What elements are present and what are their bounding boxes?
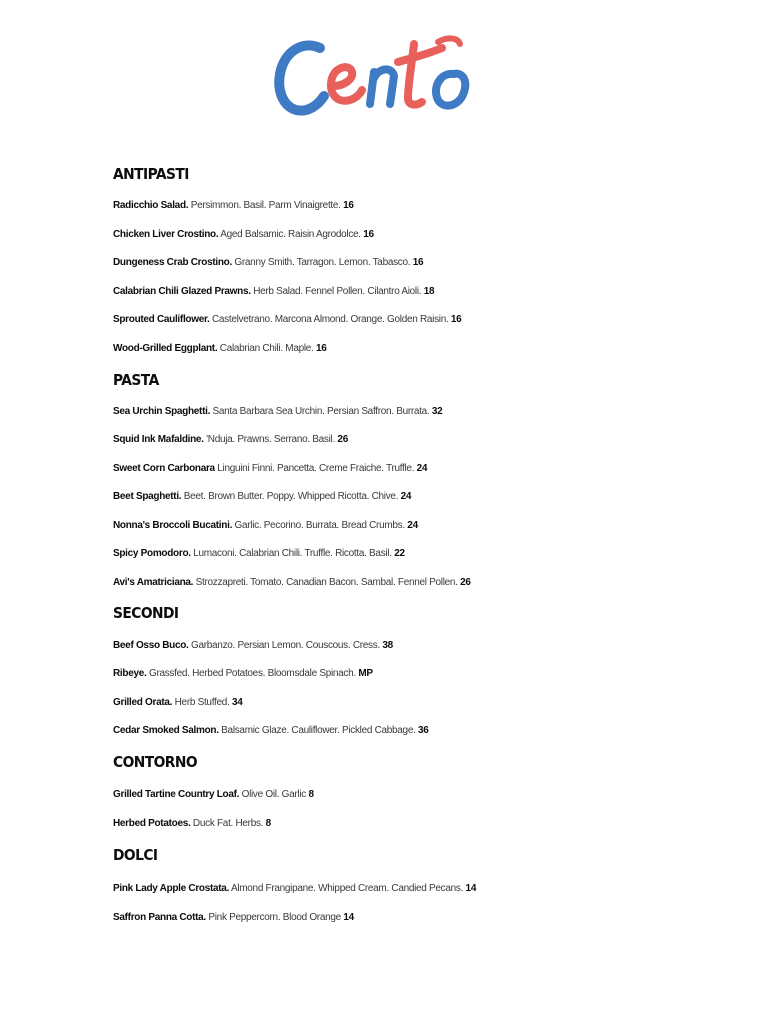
- item-price: 16: [340, 200, 354, 211]
- item-description: Linguini Finni. Pancetta. Creme Fraiche. Truffle.: [214, 463, 415, 474]
- item-price: 24: [414, 463, 428, 474]
- item-name: Squid Ink Mafaldine.: [113, 434, 204, 445]
- item-price: 36: [415, 725, 429, 736]
- item-price: 18: [421, 286, 435, 297]
- item-description: Lumaconi. Calabrian Chili. Truffle. Ricotta. Basil.: [190, 548, 392, 559]
- item-name: Spicy Pomodoro.: [113, 548, 191, 559]
- menu-item: [113, 491, 411, 503]
- item-price: 14: [340, 912, 354, 923]
- section-title-pasta: PASTA: [113, 371, 159, 389]
- section-title-antipasti: ANTIPASTI: [113, 165, 189, 183]
- menu-item: [113, 668, 373, 680]
- menu-item: [113, 434, 348, 446]
- menu-item: [113, 200, 354, 212]
- item-name: Sprouted Cauliflower.: [113, 314, 210, 325]
- item-description: 'Nduja. Prawns. Serrano. Basil.: [203, 434, 335, 445]
- item-description: Olive Oil. Garlic: [239, 789, 306, 800]
- item-name: Beet Spaghetti.: [113, 491, 182, 502]
- item-price: 24: [398, 491, 412, 502]
- item-name: Radicchio Salad.: [113, 200, 189, 211]
- menu-item: [113, 697, 243, 709]
- menu-item: [113, 520, 418, 532]
- item-description: Aged Balsamic. Raisin Agrodolce.: [218, 229, 361, 240]
- item-description: Grassfed. Herbed Potatoes. Bloomsdale Spinach.: [146, 668, 356, 679]
- menu-item: [113, 406, 442, 418]
- item-description: Almond Frangipane. Whipped Cream. Candied Pecans.: [229, 883, 464, 894]
- item-name: Grilled Orata.: [113, 697, 173, 708]
- item-description: Herb Stuffed.: [172, 697, 230, 708]
- item-description: Castelvetrano. Marcona Almond. Orange. Golden Raisin.: [209, 314, 449, 325]
- item-price: 16: [448, 314, 462, 325]
- section-title-contorno: CONTORNO: [113, 753, 198, 771]
- item-price: 32: [429, 406, 443, 417]
- menu-item: [113, 640, 393, 652]
- item-name: Chicken Liver Crostino.: [113, 229, 219, 240]
- menu-item: [113, 577, 471, 589]
- item-price: 38: [379, 640, 393, 651]
- item-name: Nonna's Broccoli Bucatini.: [113, 520, 233, 531]
- item-name: Calabrian Chili Glazed Prawns.: [113, 286, 251, 297]
- cento-logo-mark: [262, 22, 502, 126]
- item-name: Sea Urchin Spaghetti.: [113, 406, 211, 417]
- item-name: Avi's Amatriciana.: [113, 577, 194, 588]
- item-price: MP: [355, 668, 373, 679]
- item-price: 34: [229, 697, 243, 708]
- item-description: Garlic. Pecorino. Burrata. Bread Crumbs.: [232, 520, 405, 531]
- item-price: 24: [404, 520, 418, 531]
- item-price: 26: [334, 434, 348, 445]
- item-description: Granny Smith. Tarragon. Lemon. Tabasco.: [231, 257, 411, 268]
- item-name: Wood-Grilled Eggplant.: [113, 343, 218, 354]
- item-price: 16: [360, 229, 374, 240]
- menu-item: [113, 286, 434, 298]
- item-description: Beet. Brown Butter. Poppy. Whipped Ricotta. Chive.: [181, 491, 399, 502]
- menu-item: [113, 257, 423, 269]
- menu-item: [113, 789, 314, 801]
- item-description: Duck Fat. Herbs.: [190, 818, 264, 829]
- item-price: 16: [410, 257, 424, 268]
- item-name: Saffron Panna Cotta.: [113, 912, 206, 923]
- item-description: Calabrian Chili. Maple.: [217, 343, 314, 354]
- item-description: Herb Salad. Fennel Pollen. Cilantro Aioli.: [250, 286, 422, 297]
- item-name: Pink Lady Apple Crostata.: [113, 883, 230, 894]
- menu-item: [113, 548, 405, 560]
- section-title-secondi: SECONDI: [113, 604, 179, 622]
- menu-item: [113, 883, 476, 895]
- section-title-dolci: DOLCI: [113, 846, 158, 864]
- item-name: Ribeye.: [113, 668, 147, 679]
- item-price: 8: [263, 818, 271, 829]
- menu-item: [113, 343, 327, 355]
- item-name: Sweet Corn Carbonara: [113, 463, 215, 474]
- menu-item: [113, 229, 374, 241]
- menu-item: [113, 912, 354, 924]
- menu-item: [113, 314, 461, 326]
- menu-item: [113, 818, 271, 830]
- item-price: 8: [305, 789, 314, 800]
- menu-item: [113, 725, 429, 737]
- item-price: 14: [463, 883, 477, 894]
- menu-item: [113, 463, 427, 475]
- item-price: 16: [313, 343, 327, 354]
- cento-logo: [262, 22, 502, 126]
- item-name: Cedar Smoked Salmon.: [113, 725, 219, 736]
- item-name: Dungeness Crab Crostino.: [113, 257, 232, 268]
- item-name: Grilled Tartine Country Loaf.: [113, 789, 240, 800]
- item-description: Pink Peppercorn. Blood Orange: [205, 912, 341, 923]
- item-description: Strozzapreti. Tomato. Canadian Bacon. Sambal. Fennel Pollen.: [193, 577, 458, 588]
- item-description: Santa Barbara Sea Urchin. Persian Saffron. Burrata.: [210, 406, 430, 417]
- item-description: Garbanzo. Persian Lemon. Couscous. Cress.: [188, 640, 380, 651]
- item-name: Beef Osso Buco.: [113, 640, 189, 651]
- item-description: Persimmon. Basil. Parm Vinaigrette.: [188, 200, 341, 211]
- item-description: Balsamic Glaze. Cauliflower. Pickled Cabbage.: [218, 725, 416, 736]
- item-price: 26: [457, 577, 471, 588]
- item-price: 22: [391, 548, 405, 559]
- item-name: Herbed Potatoes.: [113, 818, 191, 829]
